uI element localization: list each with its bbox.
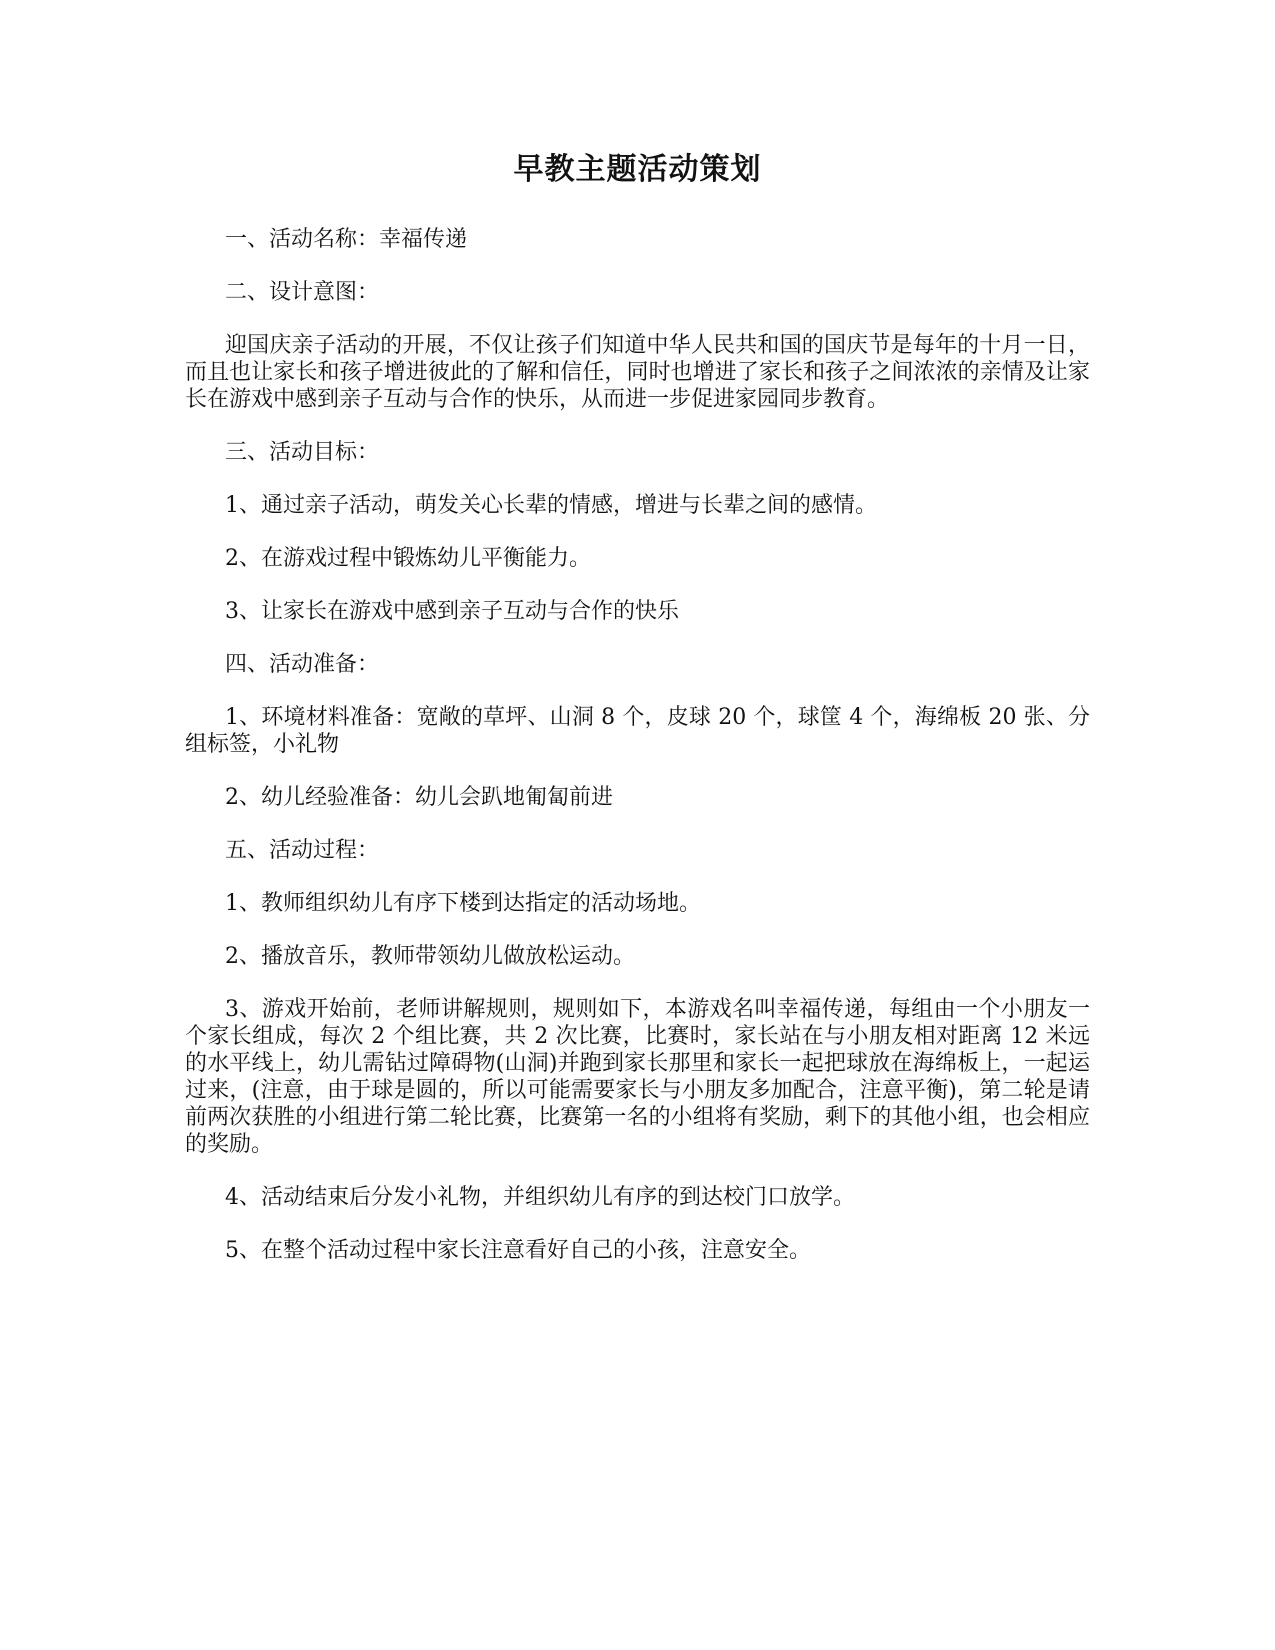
goal-item-3: 3、让家长在游戏中感到亲子互动与合作的快乐 <box>225 599 679 624</box>
goal-item-2: 2、在游戏过程中锻炼幼儿平衡能力。 <box>225 546 591 571</box>
section-heading-activity-goals: 三、活动目标： <box>225 440 380 465</box>
document-title: 早教主题活动策划 <box>513 152 762 187</box>
section-heading-activity-name: 一、活动名称：幸福传递 <box>225 227 468 252</box>
preparation-item-2: 2、幼儿经验准备：幼儿会趴地匍匐前进 <box>225 785 613 810</box>
process-item-2: 2、播放音乐，教师带领幼儿做放松运动。 <box>225 944 635 969</box>
preparation-item-1: 1、环境材料准备：宽敞的草坪、山洞 8 个，皮球 20 个，球筐 4 个，海绵板 20 张、分组标签，小礼物 <box>185 705 1090 757</box>
section-heading-preparation: 四、活动准备： <box>225 652 380 677</box>
section-heading-process: 五、活动过程： <box>225 838 380 863</box>
process-item-5: 5、在整个活动过程中家长注意看好自己的小孩，注意安全。 <box>225 1238 811 1263</box>
goal-item-1: 1、通过亲子活动，萌发关心长辈的情感，增进与长辈之间的感情。 <box>225 493 877 518</box>
section-heading-design-intent: 二、设计意图： <box>225 280 380 305</box>
design-intent-paragraph: 迎国庆亲子活动的开展，不仅让孩子们知道中华人民共和国的国庆节是每年的十月一日，而且也让家长和孩子增进彼此的了解和信任，同时也增进了家长和孩子之间浓浓的亲情及让家长在游戏中感到亲子互动与合作的快乐，从而进一步促进家园同步教育。 <box>185 333 1090 412</box>
process-item-4: 4、活动结束后分发小礼物，并组织幼儿有序的到达校门口放学。 <box>225 1185 855 1210</box>
process-item-1: 1、教师组织幼儿有序下楼到达指定的活动场地。 <box>225 891 701 916</box>
process-item-3: 3、游戏开始前，老师讲解规则，规则如下，本游戏名叫幸福传递，每组由一个小朋友一个家长组成，每次 2 个组比赛，共 2 次比赛，比赛时，家长站在与小朋友相对距离 12 米远的水平线上，幼儿需钻过障碍物(山洞)并跑到家长那里和家长一起把球放在海绵板上，一起运过来，(注意，由于球是圆的，所以可能需要家长与小朋友多加配合，注意平衡)，第二轮是请前两次获胜的小组进行第二轮比赛，比赛第一名的小组将有奖励，剩下的其他小组，也会相应的奖励。 <box>185 997 1090 1157</box>
